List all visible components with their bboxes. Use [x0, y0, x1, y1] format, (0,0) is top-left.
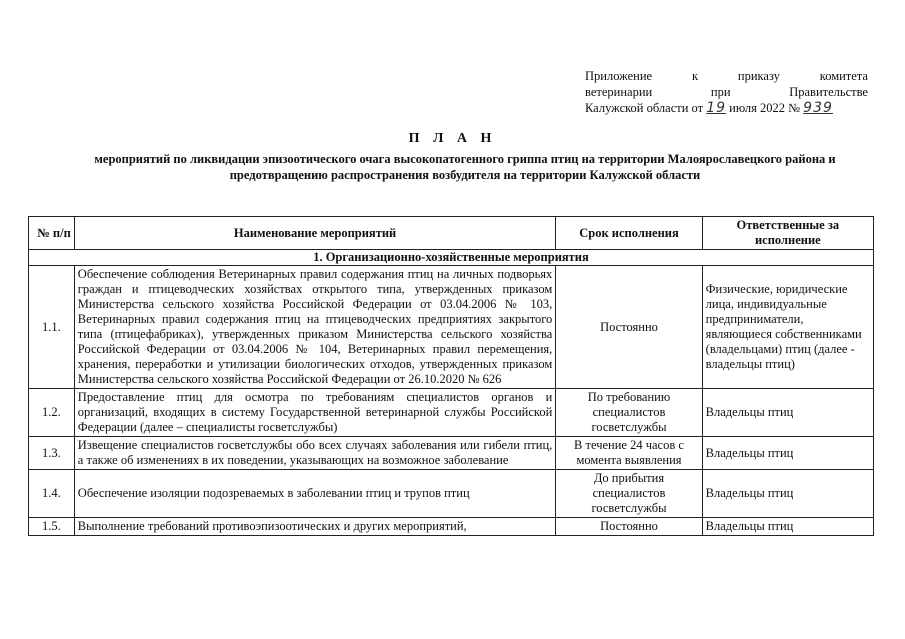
row-action: Предоставление птиц для осмотра по требованиям специалистов органов и организаций, входящих в систему Государственной ветеринарной службы Российской Федерации (далее – специалисты госветслужбы): [74, 389, 556, 437]
appendix-word: Правительстве: [789, 85, 868, 99]
handwritten-day: 19: [706, 100, 727, 116]
appendix-word: Приложение: [585, 69, 653, 83]
table-row: [29, 470, 874, 518]
table-header-row: [29, 217, 874, 250]
row-term: Постоянно: [556, 266, 702, 389]
row-num: 1.5.: [29, 518, 75, 536]
row-responsible: Владельцы птиц: [702, 518, 873, 536]
appendix-word: комитета: [819, 69, 868, 83]
row-action: Извещение специалистов госветслужбы обо всех случаях заболевания или гибели птиц, а также об изменениях в их поведении, указывающих на возможное заболевание: [74, 437, 556, 470]
header-term: Срок исполнения: [556, 217, 702, 250]
appendix-word: приказу: [737, 69, 780, 83]
appendix-date-month: июля 2022 №: [729, 101, 801, 115]
row-num: 1.4.: [29, 470, 75, 518]
row-term: До прибытия специалистов госветслужбы: [556, 470, 702, 518]
appendix-line-1: [585, 68, 868, 84]
table-row: [29, 389, 874, 437]
row-responsible: Физические, юридические лица, индивидуальные предприниматели, являющиеся собственниками (владельцами) птиц (далее - владельцы птиц): [702, 266, 873, 389]
header-responsible: Ответственные за исполнение: [702, 217, 873, 250]
appendix-word: при: [710, 85, 731, 99]
plan-table: [28, 216, 874, 536]
appendix-line-2: [585, 84, 868, 100]
appendix-word: ветеринарии: [585, 85, 653, 99]
handwritten-order-number: 939: [803, 100, 833, 116]
row-num: 1.3.: [29, 437, 75, 470]
appendix-block: [585, 68, 868, 116]
table-row: [29, 518, 874, 536]
row-term: По требованию специалистов госветслужбы: [556, 389, 702, 437]
appendix-date-prefix: Калужской области от: [585, 101, 704, 115]
row-responsible: Владельцы птиц: [702, 389, 873, 437]
row-responsible: Владельцы птиц: [702, 470, 873, 518]
row-action: Обеспечение соблюдения Ветеринарных правил содержания птиц на личных подворьях граждан и птицеводческих хозяйствах открытого типа, утвержденных приказом Министерства сельского хозяйства Российской Федерации от 03.04.2006 № 103, Ветеринарных правил содержания птиц на птицеводческих предприятиях закрытого типа (птицефабриках), утвержденных приказом Министерства сельского хозяйства Российской Федерации от 03.04.2006 № 104, Ветеринарных правил перемещения, хранения, переработки и утилизации биологических отходов, утвержденных приказом Министерства сельского хозяйства Российской Федерации от 26.10.2020 № 626: [74, 266, 556, 389]
section-title: 1. Организационно-хозяйственные мероприятия: [29, 250, 874, 266]
row-num: 1.1.: [29, 266, 75, 389]
section-row: [29, 250, 874, 266]
row-responsible: Владельцы птиц: [702, 437, 873, 470]
appendix-word: к: [691, 69, 699, 83]
header-action: Наименование мероприятий: [74, 217, 556, 250]
row-term: Постоянно: [556, 518, 702, 536]
row-action: Выполнение требований противоэпизоотических и других мероприятий,: [74, 518, 556, 536]
row-num: 1.2.: [29, 389, 75, 437]
row-action: Обеспечение изоляции подозреваемых в заболевании птиц и трупов птиц: [74, 470, 556, 518]
page-title: П Л А Н: [408, 131, 497, 146]
table-row: [29, 437, 874, 470]
page-subtitle: мероприятий по ликвидации эпизоотического очага высокопатогенного гриппа птиц на территории Малоярославецкого района и предотвращению распространения возбудителя на территории Калужской области: [94, 152, 836, 182]
header-num: № п/п: [29, 217, 75, 250]
appendix-line-3: [585, 100, 868, 116]
row-term: В течение 24 часов с момента выявления: [556, 437, 702, 470]
table-row: [29, 266, 874, 389]
